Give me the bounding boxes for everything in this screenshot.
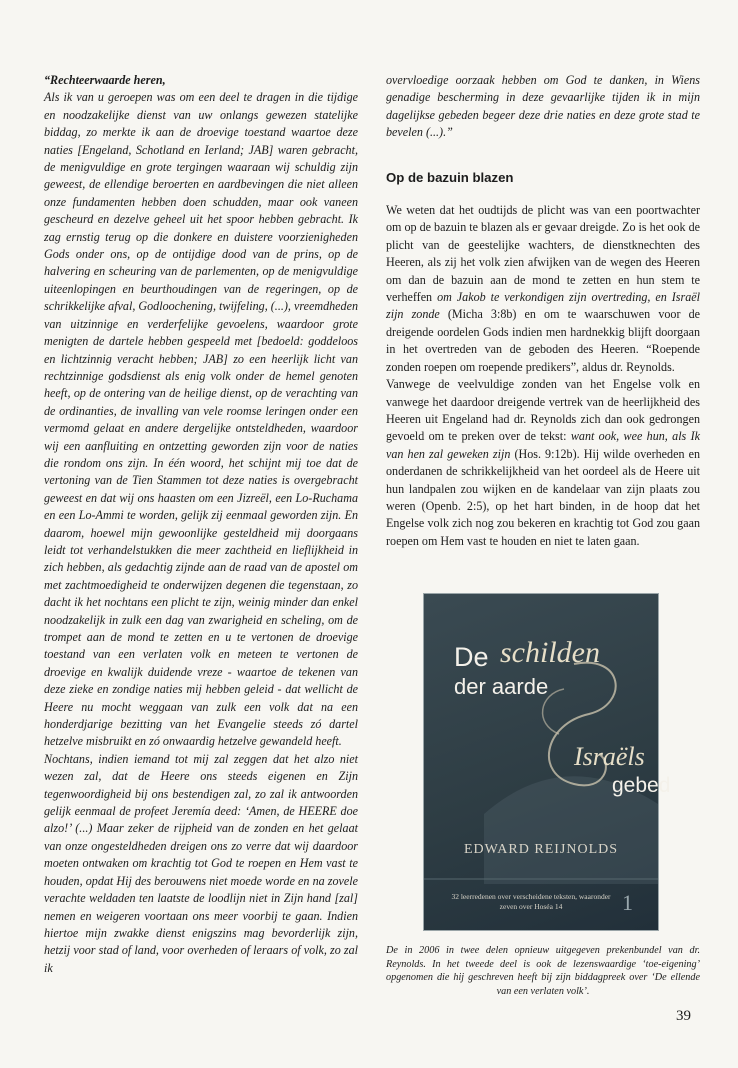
cover-title-de: De	[454, 642, 489, 672]
image-caption: De in 2006 in twee delen opnieuw uitgegeven prekenbundel van dr. Reynolds. In het tweede deel is ook de lezenswaardige ‘toe-eigening’ opgenomen die hij geschreven heeft bij zijn biddagpreek over ‘De ellende van een verlaten volk’.	[386, 945, 700, 997]
body-paragraph-1	[386, 202, 700, 376]
body-text: (Hos. 9:12b). Hij wilde overheden en onderdanen de schrikkelijkheid van het oordeel als de Heere uit hun landpalen zou wijken en de kandelaar van zijn plaats zou weren (Openb. 2:5), op het hart binden, in de hoop dat het Engelse volk zich nog zou bekeren en krachtig tot God zou gaan roepen om Hem vast te houden en niet te laten gaan.	[386, 446, 700, 548]
cover-subtitle: 32 leerredenen over verscheidene teksten, waaronder zeven over Hoséa 14	[451, 892, 611, 911]
body-paragraph-2	[386, 376, 700, 550]
quote-paragraph-1: Als ik van u geroepen was om een deel te dragen in die tijdige en noodzakelijke dienst van uw onlangs gewezen statelijke biddag, zo merkte ik aan de droevige toestand waartoe deze naties [Engeland, Schotland en Ierland; JAB] waren gebracht, de menigvuldige en grote tergingen waaraan wij schuldig zijn geweest, de ellendige beroerten en aardbevingen die niet alleen onze fundamenten hebben doen schudden, maar ook vaneen gescheurd en dezelve geheel uit het spoor hebben gebracht. Ik zag ernstig terug op die donkere en duistere voorzienigheden Gods onder ons, op de ontijdige dood van de prins, op de halvering en scheuring van de parlementen, op de menigvuldige uiteenlopingen en beurthoudingen van de regeringen, op de schrikkelijke afval, Godloochening, twijfeling, (...), vreemdheden van uitzinnige en verderfelijke gevoelens, waardoor grote menigten de dartele hebben gespeeld met [bedoeld: goddeloos en lichtzinnig veracht hebben; JAB] zo een heerlijk licht van rechtzinnige godsdienst als enig volk onder de hemel genoten heeft, op de ontering van de heilige dienst, op de verachting van de ordinanties, de invalling van vele roomse leringen onder een vermomd gelaat en andere dergelijke ontsteldheden, waardoor wij een aanfluiting en ontzetting geworden zijn voor de naties die rondom ons zijn. In één woord, het schijnt mij toe dat de vertoning van de Tien Stammen tot deze naties is overgebracht geweest en dat wij ons haasten om een Jizreël, een Lo-Ruchama en een Lo-Ammi te worden, gelijk zij eenmaal geworden zijn. En daarom, hoewel mijn gewoonlijke gesteldheid mij doorgaans leidt tot verhandelstukken die meer zachtheid en lieflijkheid in zich hebben, als gedachtig zijnde aan de raad van de apostel om met zachtmoedigheid te onderwijzen degenen die tegenstaan, zo dacht ik het nochtans een plicht te zijn, weinig minder dan enkel noodzakelijk in zulk een dag van zwarigheid en scheling, om de trompet aan de mond te zetten en u te vertonen de droevige toestand van een verlaten volk en meteen te vertonen de droevige en kwalijk duidende vreze - waartoe de tekenen van deze zieke en zondige naties mij hebben geleid - dat wellicht de Heere nu mocht weggaan van zulk een volk dat na een honderdjarige bezitting van het Evangelie steeds zó dartel hetzelve misbruikt en zó onwaardig hetzelve gewandeld heeft.	[44, 90, 358, 749]
cover-title-gebed: gebed	[612, 774, 671, 797]
quote-ending: overvloedige oorzaak hebben om God te danken, in Wiens genadige bescherming in deze gevaarlijke tijden ik in mijn dagelijkse gebeden begeer deze drie naties en deze grote stad te bevelen (...).”	[386, 73, 700, 140]
left-column	[44, 72, 358, 977]
page-number: 39	[676, 1008, 691, 1024]
scripture-quote: om Jakob te verkondigen zijn overtreding, en Israël zijn zonde	[386, 290, 700, 322]
cover-title-der-aarde: der aarde	[454, 674, 549, 699]
body-text: (Micha 3:8b) en om te waarschuwen voor de dreigende oordelen Gods indien men hardnekkig blijft doorgaan in het overtreden van de geboden des Heeren. “Roepende zonden roepen om roepende predikers”, aldus dr. Reynolds.	[386, 307, 700, 374]
body-text: We weten dat het oudtijds de plicht was van een poortwachter om op de bazuin te blazen als er gevaar dreigde. Zo is het ook de plicht van de geestelijke wachters, de dienstknechten des Heeren, als zij het volk zien afwijken van de wegen des Heeren om dan de bazuin aan de mond te zetten en hun stem te verheffen	[386, 203, 700, 305]
section-heading: Op de bazuin blazen	[386, 169, 514, 185]
cover-author: EDWARD REIJNOLDS	[463, 842, 619, 857]
scripture-quote: want ook, wee hun, als Ik van hen zal geweken zijn	[386, 429, 700, 461]
cover-title-schilden: schilden	[500, 636, 600, 669]
cover-title-israels: Israëls	[574, 742, 645, 771]
book-cover-image	[424, 594, 671, 930]
cover-volume-number: 1	[622, 890, 633, 915]
quote-salutation: “Rechteerwaarde heren,	[44, 73, 166, 87]
quote-paragraph-2: Nochtans, indien iemand tot mij zal zeggen dat het alzo niet wezen zal, dat de Heere ons steeds eigenen en Zijn tegenwoordigheid bij ons bestendigen zal, zo zal ik antwoorden gelijk eenmaal de profeet Jeremía deed: ‘Amen, de HEERE doe alzo!’ (...) Maar zeker de rijpheid van de zonden en het gelaat van onze ongesteldheden dreigen ons zo verre dat wij daardoor moeten ontwaken om krachtig tot God te roepen en Hem vast te houden, opdat Hij des berouwens niet moede worde en na zovele verachte weldaden ten laatste de loodlijn niet in Zijn hand [zal] nemen en weigeren voortaan ons meer voorbij te gaan. Indien hiertoe mijn zwakke dienst enigszins mag bevorderlijk zijn, hetzij voor stad of land, voor overheden of leraars of volk, zo zal ik	[44, 751, 358, 975]
body-text: Vanwege de veelvuldige zonden van het Engelse volk en vanwege het daardoor dreigende vertrek van de heerlijkheid des Heeren uit Engeland had dr. Reynolds zich dan ook gedrongen gevoeld om te preken over de tekst:	[386, 377, 700, 444]
right-column	[386, 72, 700, 550]
